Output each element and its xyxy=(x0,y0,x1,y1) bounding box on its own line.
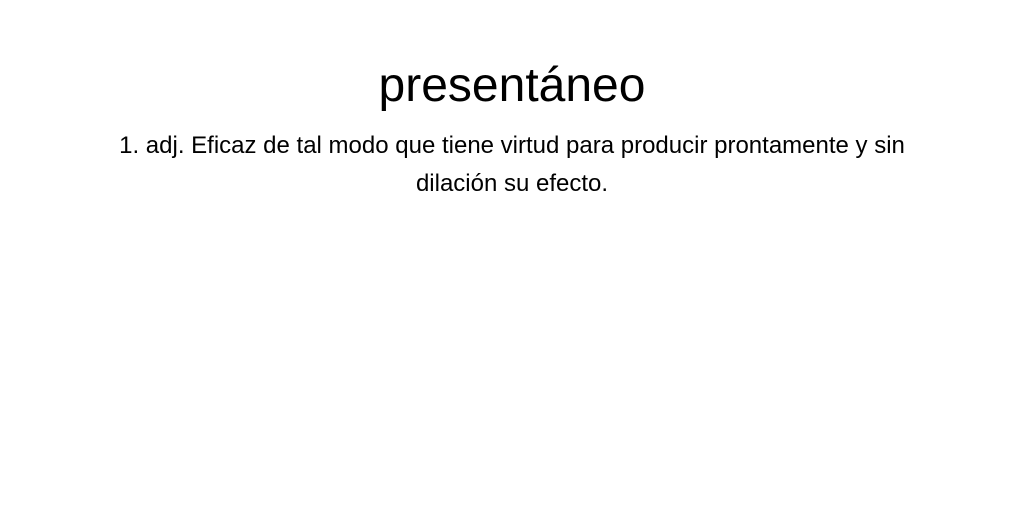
entry-term: presentáneo xyxy=(378,59,646,112)
entry-definition: 1. adj. Eficaz de tal modo que tiene virtud para producir prontamente y sin dilación su efecto. xyxy=(119,132,905,197)
